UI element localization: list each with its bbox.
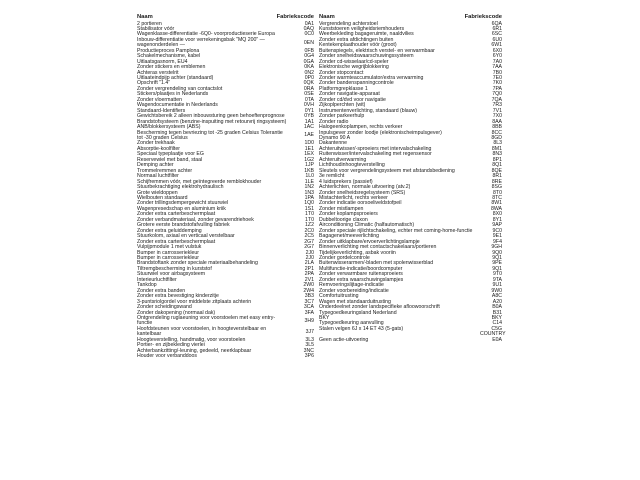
option-name: Uitlaateindpijp achter (standaard) — [137, 75, 214, 82]
option-name: Zonder extra banden — [137, 287, 186, 294]
option-name: 2 portieren — [137, 20, 162, 27]
option-name: Buitenspiegels, elektrisch verstel- en verwarmbaar — [319, 47, 435, 54]
factory-code: 1PA — [304, 195, 314, 201]
factory-code: 6W1 — [491, 42, 502, 49]
option-name: Zonder snelheidsregelsysteem (SRS) — [319, 189, 406, 196]
factory-code: 1LE — [304, 178, 314, 185]
option-name: Inpulsgever zonder loodje (elektronischeimpulsgever) — [319, 129, 442, 136]
factory-code: 9TA — [492, 276, 502, 283]
option-name: Inbouw-differentiatie voor verrekeningsbak "MQ 200" — wagenonderdelen — — [137, 36, 265, 49]
option-name: Zonder koplampsproeiers — [319, 211, 378, 218]
factory-code: 8AA — [492, 118, 502, 125]
option-name: Zonder extra carterbeschermplaat — [137, 211, 216, 218]
factory-code: B0A — [492, 304, 502, 311]
factory-code: 2J0 — [305, 249, 314, 256]
factory-code: A20 — [492, 298, 502, 305]
factory-code: 2W0 — [303, 282, 314, 289]
option-name: Opschrift "1.4" — [137, 80, 171, 87]
factory-code: 1EX — [304, 151, 314, 158]
left-header-code: Fabriekscode — [276, 14, 314, 20]
option-name: ANB/blokkersysteem (ABS) — [137, 124, 201, 131]
factory-code: C5G — [491, 325, 502, 332]
option-name: Wagenklasse-differentiatie -6Q0- voorproductieserie Europa — [137, 31, 275, 38]
option-name: Zonder cd-wisselaar/cd-speler — [319, 58, 389, 65]
factory-code: 7A0 — [492, 58, 502, 65]
option-name: Gewichtsbereik 2 alleen inbouwsturing geen behoeftenprognose — [137, 113, 285, 120]
option-name: Achteruitverwarming — [319, 156, 367, 163]
option-name: Brandstofsysteem (benzine-inspuiting met retourvrij ringsysteem) — [137, 118, 287, 125]
option-name: Zonder mistlampen — [319, 205, 364, 212]
factory-code: 6Y0 — [492, 53, 502, 60]
factory-code: 9T0 — [493, 271, 502, 278]
factory-code: COUNTRY — [480, 331, 506, 338]
factory-code: 0FB — [304, 47, 314, 54]
factory-code: 0TA — [304, 96, 314, 103]
option-name: Typegoedkeuring aanvulling — [319, 320, 384, 327]
option-name: Absorptie-koolfilter — [137, 145, 180, 152]
factory-code: 7AA — [492, 64, 502, 71]
factory-code: 3C7 — [304, 298, 314, 305]
factory-code: 9E1 — [492, 233, 502, 240]
factory-code: 2G7 — [304, 238, 314, 245]
option-name: Geen actie-uitvoering — [319, 336, 369, 343]
factory-code: 3L3 — [305, 336, 314, 343]
option-name: Ruitenwisser/intervalschakeling met regensensor — [319, 151, 432, 158]
left-column-header — [137, 14, 314, 20]
factory-code: 2P1 — [304, 265, 314, 272]
option-name: Stalen velgen 6J x 14 ET 43 (5-gats) — [319, 325, 404, 332]
option-name: BKY — [319, 314, 330, 321]
option-name: Onderdeelnet zonder landspecifieke afloowoorschrift — [319, 304, 440, 311]
option-name: Wagendocumentatie in Nederlands — [137, 102, 218, 109]
option-name: Speciaal typeplaatje voor EG — [137, 151, 204, 158]
option-name: Ontgrendeling ruglaeuning voor voorstoelen met easy entry-functie — [137, 314, 276, 327]
factory-code: 2W4 — [303, 287, 314, 294]
factory-code: 1AE — [304, 132, 314, 139]
option-name: Zonder uitklapbare/ervoerverlichtingslampje — [319, 238, 420, 245]
option-name: Zonder verbandmateriaal, zonder gevarendriehoek — [137, 216, 254, 223]
option-name: Zonder trillingsdempergewicht stuurwiel — [137, 200, 229, 207]
factory-code: 2PA — [304, 271, 314, 278]
factory-code: 8Q1 — [492, 162, 502, 169]
right-header-name: Naam — [319, 14, 335, 20]
factory-code: 0A1 — [304, 20, 314, 27]
option-name: Zonder navigatie-apparaat — [319, 91, 380, 98]
factory-code: 1L0 — [305, 173, 314, 180]
option-name: Bumper in carrosseriekleur — [137, 249, 199, 256]
factory-code: 1T0 — [305, 216, 314, 223]
factory-code: 3CA — [303, 304, 314, 311]
factory-code: 6R1 — [492, 25, 502, 32]
factory-code: 1G2 — [304, 156, 314, 163]
option-name: Achteruitwisser/-sproeiers met intervalschakeling — [319, 145, 432, 152]
option-name: Bumper in carrosseriekleur — [137, 254, 199, 261]
option-name: Wagenpresedschap en aluminium kriik — [137, 205, 226, 212]
option-name: Grote wieldoppen — [137, 189, 178, 196]
option-name: 3-puntsriolgordel voor middelste zitplaats achterin — [137, 298, 252, 305]
option-name: Comfortuitrusting — [319, 293, 359, 300]
factory-code: 0G4 — [304, 53, 314, 60]
factory-code: 0SE — [304, 91, 314, 98]
factory-code: 7QA — [491, 96, 502, 103]
option-name: Multifunctie-indicatie/boordcomputer — [319, 265, 403, 272]
factory-code: 8TC — [492, 195, 502, 201]
option-name: Zonder voorbereiding/indicatie — [319, 287, 389, 294]
option-name: 4 luidsprekers (passief) — [319, 178, 373, 185]
option-name: Sleutels voor vergrendelingsysteem met afstandsbediening — [319, 167, 455, 174]
option-name: Wagen met standaarduitrusting — [319, 298, 391, 305]
right-column — [319, 14, 506, 343]
factory-code: 1T0 — [305, 211, 314, 218]
factory-code: 7V1 — [492, 107, 502, 114]
factory-code: 8N3 — [492, 151, 502, 158]
option-name: Tiltremgbescherming in kurststof — [137, 265, 212, 272]
option-name: Zonder cd/dvd voor navigatie — [319, 96, 386, 103]
factory-code: 8BB — [492, 124, 502, 131]
option-name: Bagagenet/meeverlichting — [319, 233, 379, 240]
factory-code: 8RE — [491, 178, 502, 185]
left-header-name: Naam — [137, 14, 153, 20]
factory-code: 0YB — [304, 113, 314, 120]
option-name: Elektronische wegrijblokkering — [319, 64, 389, 71]
option-name: Interieurluchtfilter — [137, 276, 177, 283]
option-name: Typegoedkeuringsland Nederland — [319, 309, 397, 316]
factory-code: BKY — [491, 314, 502, 321]
factory-code: 3P6 — [304, 353, 314, 360]
option-name: Zonder extra afdichtingen buiten — [319, 36, 394, 43]
factory-code: 1N2 — [304, 184, 314, 191]
factory-code: 8Y1 — [492, 216, 502, 223]
factory-code: 7PA — [492, 85, 502, 92]
factory-code: 8P1 — [492, 156, 502, 163]
factory-code: 2J0 — [305, 254, 314, 261]
option-name: Zonder vloermatten — [137, 96, 182, 103]
option-name: Stuurwiel voor airbagsysteem — [137, 271, 206, 278]
factory-code: 6SC — [491, 31, 502, 38]
factory-code: 8SG — [491, 184, 502, 191]
option-name: Houder voor verbanddoos — [137, 353, 197, 360]
factory-code: 0N2 — [304, 69, 314, 76]
factory-code: 8R1 — [492, 173, 502, 180]
factory-code: 6U0 — [492, 36, 502, 43]
option-name: Bescherming tegen bevriezing tot -25 graden Celsius Tolerantie tot -30 graden Celsius — [137, 129, 283, 142]
factory-code: A8C — [491, 293, 502, 300]
factory-code: 3NC — [303, 347, 314, 354]
option-name: Zonder vergrendeling van contactslot — [137, 85, 223, 92]
option-name: Zonder scheidingswand — [137, 304, 192, 311]
factory-code: 8WA — [490, 205, 502, 212]
right-header-code: Fabriekscode — [464, 14, 502, 20]
option-name: Achterlichten, normale uitvoering (atv.2) — [319, 184, 411, 191]
option-name: Stuurkolom, axiaal en verticaal verstelbaar — [137, 233, 235, 240]
factory-code: 3J7 — [305, 328, 314, 335]
factory-code: 1D0 — [304, 140, 314, 147]
factory-code: 0EN — [303, 39, 314, 46]
option-name: Stickers/plaatjes in Nederlands — [137, 91, 209, 98]
option-name: Hoofdsteunen voor voorstoelen, in hoogteverstelbaar en kantelbaar — [137, 325, 267, 338]
factory-code: 1N3 — [304, 189, 314, 196]
option-name: Productieproces Pamplona — [137, 47, 200, 54]
option-name: Hoogteverstelling, handmatig, voor voorstoelen — [137, 336, 246, 343]
factory-code: 1S1 — [304, 205, 314, 212]
option-name: Reservewiel met band, staal — [137, 156, 203, 163]
factory-code: 7E0 — [492, 75, 502, 82]
option-name: Stuurbekrachtiging elektrohydraulisch — [137, 184, 224, 191]
factory-code: 0GA — [303, 58, 314, 65]
option-name: Mistachterlicht, rechts verkeer — [319, 195, 388, 201]
option-name: Vulpijpmodule 1 met vulstuk — [137, 244, 202, 251]
factory-code: 9F4 — [493, 238, 502, 245]
factory-code: 0AQ — [303, 25, 314, 32]
option-name: Zonder warmteaccumulator/extra verwarming — [319, 75, 424, 82]
factory-code: 8X0 — [492, 211, 502, 218]
factory-code: E0A — [492, 336, 502, 343]
factory-code: 8M1 — [491, 145, 502, 152]
option-name: Kunststoeren veiligheidsriemhouders — [319, 25, 405, 32]
factory-code: 9U1 — [492, 282, 502, 289]
option-name: Achterbankzitting/-leuning, gedeeld, neerklapbaar — [137, 347, 252, 354]
factory-code: 2LA — [304, 260, 314, 267]
option-name: 3e remlicht — [319, 173, 345, 180]
option-name: Buitenwisserarmen/-bladen met spolenwisserblad — [319, 260, 434, 267]
factory-code: 6QA — [491, 20, 502, 27]
option-name: Portier- en zijbekleding vierlei — [137, 342, 205, 349]
option-name: Zonder indicatie oorsoeliveldstofpeil — [319, 200, 402, 207]
option-name: Lichthoudinhoogteverstelling — [319, 162, 385, 169]
option-name: Zonder extra carterbeschermplaat — [137, 238, 216, 245]
factory-code: 0QK — [303, 80, 314, 87]
option-name: Weerbekleding bagageruimte, naaldvilies — [319, 31, 414, 38]
option-name: Grotere eerste brandstofafvulling fabriek — [137, 222, 230, 229]
factory-code: 9C0 — [492, 227, 502, 234]
option-name: Platformgrepklasse 1 — [319, 85, 368, 92]
factory-code: 7R3 — [492, 102, 502, 109]
factory-code: 2C5 — [304, 233, 314, 240]
factory-code: 0P0 — [304, 75, 314, 82]
option-name: Kentekenplaathouder vóór (groot) — [319, 42, 397, 49]
option-name: Demping achter — [137, 162, 174, 169]
factory-code: 3B3 — [304, 293, 314, 300]
option-name: Zijkoplperchten (wit) — [319, 102, 366, 109]
option-name: Airconditioning Climatic (halfautomatisch) — [319, 222, 415, 229]
factory-code: 8GD — [491, 135, 502, 142]
option-name: Dynamo 90 A — [319, 135, 351, 142]
factory-code: 0KA — [304, 64, 314, 71]
option-name: Tijdelijkeverlichting, asbak vooriin — [319, 249, 396, 256]
option-name: Schakelmechanisme, kabel — [137, 53, 201, 60]
option-name: Remvoeringslijtage-indicatie — [319, 282, 384, 289]
factory-code: 3H9 — [304, 317, 314, 324]
factory-code: 0C0 — [304, 31, 314, 38]
factory-code: 9GH — [491, 244, 502, 251]
option-name: Zonder dakopening (normaal dak) — [137, 309, 216, 316]
factory-code: 1A1 — [304, 118, 314, 125]
factory-code: 9Q0 — [492, 249, 502, 256]
option-name: Tankdop — [137, 282, 157, 289]
factory-code: 0VH — [303, 102, 314, 109]
option-name: Zonder bandenspanningcontrole — [319, 80, 394, 87]
factory-code: 1Z2 — [305, 222, 314, 229]
factory-code: 1KB — [304, 167, 314, 174]
option-name: Zonder extra waarschuwingslampjes — [319, 276, 404, 283]
option-name: Trommelremmen achter — [137, 167, 193, 174]
table-row — [319, 338, 502, 343]
factory-code: 3FA — [304, 309, 314, 316]
factory-code: 2V1 — [304, 276, 314, 283]
option-name: Vergrendeling achterstoel — [319, 20, 378, 27]
factory-code: 9Q1 — [492, 265, 502, 272]
factory-code: 7B0 — [492, 69, 502, 76]
option-name: Schijfremmen vóór, met geïntegreerde remblokhouder — [137, 178, 262, 185]
option-name: Zonder snelheidswaarschuwingssysteem — [319, 53, 414, 60]
option-name: Zonder radio — [319, 118, 349, 125]
option-name: Instrumentenverlichting, standaard (blauw) — [319, 107, 418, 114]
left-column — [137, 14, 314, 360]
factory-code: 8CC — [491, 129, 502, 136]
factory-code: 8L3 — [493, 140, 502, 147]
factory-code: B31 — [492, 309, 502, 316]
option-name: Normaal luchtfilter — [137, 173, 179, 180]
factory-code: 2G7 — [304, 244, 314, 251]
option-name: Halogeenkoplampen, rechts verkeer — [319, 124, 403, 131]
factory-code: 7X0 — [492, 113, 502, 120]
option-name: Zonder speciale rijlichtschakeling, echter met coming-home-functie — [319, 227, 473, 234]
factory-code: 9PE — [492, 260, 502, 267]
factory-code: 0RA — [303, 85, 314, 92]
factory-code: 9W0 — [491, 287, 502, 294]
factory-code: 9AP — [492, 222, 502, 229]
option-name: Zonder extra bevestiging kinderzitje — [137, 293, 219, 300]
factory-code: 9Q1 — [492, 254, 502, 261]
option-name: Dakantenne — [319, 140, 347, 147]
option-name: Binnenverlichting met contactschakelaars/portieren — [319, 244, 437, 251]
option-name: Zonder trekhaak — [137, 140, 175, 147]
option-name: Zonder parkeerhulp — [319, 113, 365, 120]
option-name: Standaard-Identifiers — [137, 107, 186, 114]
factory-code: 7Q0 — [492, 91, 502, 98]
option-name: Dubbeltoorige claxon — [319, 216, 368, 223]
factory-code: 0Y1 — [304, 107, 314, 114]
factory-code: 1AC — [303, 124, 314, 131]
option-name: Achteras verstelrit — [137, 69, 179, 76]
factory-code: 6X0 — [492, 47, 502, 54]
factory-code: 1Q0 — [304, 200, 314, 207]
factory-code: 1JP — [305, 162, 314, 169]
factory-code: 8T0 — [493, 189, 502, 196]
right-column-header — [319, 14, 502, 20]
option-name: Brandstoftank zonder speciale materiaalbehandeling — [137, 260, 258, 267]
option-name: Zonder gordelcontrole — [319, 254, 370, 261]
option-name: Uitlaatsgasnorm, EU4 — [137, 58, 188, 65]
factory-code: 2C0 — [304, 227, 314, 234]
table-row — [319, 327, 502, 332]
option-name: Zonder stopcontact — [319, 69, 364, 76]
option-name: Zonder stickers en emblemen — [137, 64, 206, 71]
factory-code: C14 — [492, 320, 502, 327]
factory-code: 3L5 — [305, 342, 314, 349]
option-name: Stabilisator vóór — [137, 25, 175, 32]
option-name: Zonder verwarmbare ruitensproeiers — [319, 271, 403, 278]
factory-code: 8W1 — [491, 200, 502, 207]
factory-code: 7K0 — [492, 80, 502, 87]
option-name: Zonder extra geluiddemping — [137, 227, 202, 234]
factory-code: 1E1 — [304, 145, 314, 152]
factory-code: 8QE — [491, 167, 502, 174]
table-row — [137, 354, 314, 359]
option-name: Wielbouten standaard — [137, 195, 188, 201]
